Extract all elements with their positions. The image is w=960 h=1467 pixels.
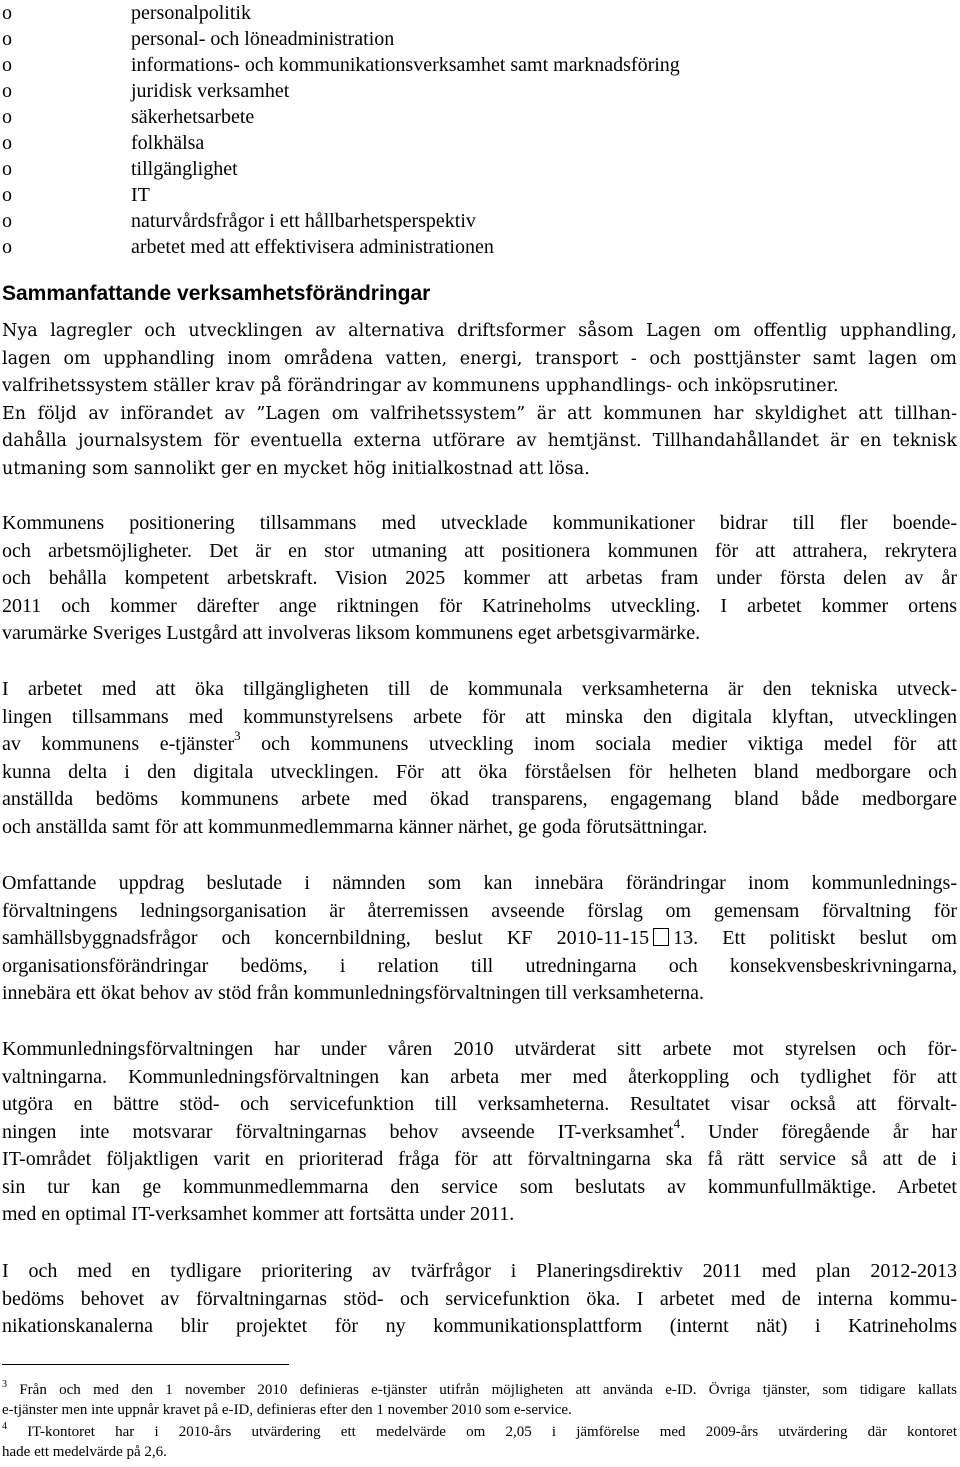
bullet-marker: o — [2, 28, 12, 50]
list-item-text: säkerhetsarbete — [131, 106, 255, 128]
bullet-marker: o — [2, 158, 12, 180]
list-item-text: naturvårdsfrågor i ett hållbarhetsperspektiv — [131, 210, 476, 232]
paragraph-6 — [2, 1258, 957, 1341]
paragraph-line: och behålla kompetent arbetskraft. Vision 2025 kommer att arbetas fram under första delen av år — [2, 567, 957, 589]
paragraph-text: av kommunens e-tjänster — [2, 733, 235, 755]
section-heading: Sammanfattande verksamhetsförändringar — [2, 282, 431, 305]
bullet-marker: o — [2, 106, 12, 128]
paragraph-line: IT-området följaktligen varit en prioriterad fråga för att förvaltningarna ska få rätt service så att de i — [2, 1148, 957, 1170]
footnote-line — [2, 1380, 957, 1400]
paragraph-line: och arbetsmöjligheter. Det är en stor utmaning att positionera kommunen för att attrahera, rekrytera — [2, 539, 957, 562]
paragraph-line: I arbetet med att öka tillgängligheten till de kommunala verksamheterna är den tekniska utveck- — [2, 678, 957, 700]
paragraph-line: sin tur kan ge kommunmedlemmarna den service som beslutats av kommunfullmäktige. Arbetet — [2, 1175, 957, 1198]
footnote-line: hade ett medelvärde på 2,6. — [2, 1444, 167, 1460]
footnote-3 — [2, 1380, 957, 1420]
paragraph-text: samhällsbyggnadsfrågor och koncernbildning, beslut KF 2010-11-15 — [2, 927, 650, 949]
paragraph-line: varumärke Sveriges Lustgård att involveras liksom kommunens eget arbetsgivarmärke. — [2, 622, 701, 644]
bullet-marker: o — [2, 80, 12, 102]
list-item-text: arbetet med att effektivisera administrationen — [131, 236, 494, 258]
list-item-text: juridisk verksamhet — [131, 80, 290, 102]
list-item-text: folkhälsa — [131, 132, 205, 154]
paragraph-line: nikationskanalerna blir projektet för ny kommunikationsplattform (internt nät) i Katrineholms — [2, 1315, 957, 1337]
paragraph-line: En följd av införandet av ”Lagen om valfrihetssystem” är att kommunen har skyldighet att tillhan- — [2, 403, 957, 424]
paragraph-line: 2011 och kommer därefter ange riktningen för Katrineholms utveckling. I arbetet kommer ortens — [2, 594, 957, 617]
list-item-text: informations- och kommunikationsverksamhet samt marknadsföring — [131, 54, 680, 76]
paragraph-line: Kommunledningsförvaltningen har under våren 2010 utvärderat sitt arbete mot styrelsen och för- — [2, 1038, 957, 1060]
paragraph-line: Nya lagregler och utvecklingen av alternativa driftsformer såsom Lagen om offentlig upphandling, — [2, 321, 957, 341]
bullet-marker: o — [2, 132, 12, 154]
paragraph-4 — [2, 870, 957, 1008]
paragraph-line: valtningarna. Kommunledningsförvaltningen kan arbeta mer med återkoppling och tydlighet för att — [2, 1065, 957, 1088]
paragraph-line: innebära ett ökat behov av stöd från kommunledningsförvaltningen till verksamheterna. — [2, 982, 705, 1004]
paragraph-line: valfrihetssystem ställer krav på förändringar av kommunens upphandlings- och inköpsrutiner. — [2, 376, 839, 396]
footnote-text: IT-kontoret har i 2010-års utvärdering ett medelvärde om 2,05 i jämförelse med 2009-års utvärdering där kontoret — [27, 1424, 957, 1440]
paragraph-line: utgöra en bättre stöd- och servicefunktion till verksamheterna. Resultatet visar också att förvalt- — [2, 1093, 957, 1115]
paragraph-line: Omfattande uppdrag beslutade i nämnden som kan innebära förändringar inom kommunlednings- — [2, 872, 957, 894]
bullet-marker: o — [2, 2, 12, 24]
paragraph-line — [2, 728, 957, 759]
footnote-number: 3 — [2, 1379, 7, 1390]
paragraph-3 — [2, 676, 957, 841]
footnote-divider — [2, 1364, 289, 1365]
footnote-number: 4 — [2, 1421, 7, 1432]
paragraph-line: organisationsförändringar bedöms, i relation till utredningarna och konsekvensbeskrivningarna, — [2, 954, 957, 977]
paragraph-text: och kommunens utveckling inom sociala medier viktiga medel för att — [240, 733, 957, 755]
paragraph-line — [2, 925, 957, 953]
paragraph-line: kunna delta i den digitala utvecklingen. För att öka förståelsen för helheten bland medborgare och — [2, 760, 957, 783]
list-item-text: personalpolitik — [131, 2, 251, 24]
paragraph-line: dahålla journalsystem för eventuella externa utförare av hemtjänst. Tillhandahållandet är en teknisk — [2, 431, 957, 451]
paragraph-line: lingen tillsammans med kommunstyrelsens arbete för att minska den digitala klyftan, utvecklingen — [2, 705, 957, 728]
footnote-text: Från och med den 1 november 2010 definieras e-tjänster utifrån möjligheten att använda e-ID. Övriga tjänster, som tidigare kallats — [19, 1382, 958, 1398]
footnote-line — [2, 1422, 957, 1442]
paragraph-line: anställda bedöms kommunens arbete med ökad transparens, engagemang bland både medborgare — [2, 788, 957, 810]
paragraph-line: utmaning som sannolikt ger en mycket hög initialkostnad att lösa. — [2, 458, 590, 479]
footnote-line: e-tjänster men inte uppnår kravet på e-ID, definieras efter den 1 november 2010 som e-service. — [2, 1402, 572, 1418]
paragraph-2 — [2, 510, 957, 648]
paragraph-line: lagen om upphandling inom områdena vatten, energi, transport - och posttjänster samt lagen om — [2, 348, 957, 369]
paragraph-text: . Under föregående år har — [680, 1120, 957, 1143]
paragraph-line: Kommunens positionering tillsammans med utvecklade kommunikationer bidrar till fler boende- — [2, 512, 957, 534]
footnote-ref-3[interactable]: 3 — [234, 728, 241, 744]
paragraph-line: I och med en tydligare prioritering av tvärfrågor i Planeringsdirektiv 2011 med plan 2012-2013 — [2, 1260, 957, 1282]
list-item-text: tillgänglighet — [131, 158, 238, 180]
paragraph-1 — [2, 318, 957, 483]
paragraph-line: förvaltningens ledningsorganisation är återremissen avseende förslag om gemensam förvaltning för — [2, 899, 957, 922]
paragraph-5 — [2, 1036, 957, 1229]
footnote-4 — [2, 1422, 957, 1462]
bullet-marker: o — [2, 236, 12, 258]
paragraph-text: ningen inte motsvarar förvaltningarnas behov avseende IT-verksamhet — [2, 1120, 674, 1143]
list-item-text: IT — [131, 184, 150, 206]
list-item-text: personal- och löneadministration — [131, 28, 395, 50]
section-sign-box-icon — [653, 928, 669, 946]
bullet-marker: o — [2, 54, 12, 76]
bullet-marker: o — [2, 184, 12, 206]
bullet-marker: o — [2, 210, 12, 232]
paragraph-line: bedöms behovet av förvaltningarnas stöd- och servicefunktion öka. I arbetet med de interna kommu- — [2, 1287, 957, 1310]
paragraph-line: och anställda samt för att kommunmedlemmarna känner närhet, ge goda förutsättningar. — [2, 815, 708, 838]
paragraph-text: 13. Ett politiskt beslut om — [673, 927, 957, 949]
paragraph-line: med en optimal IT-verksamhet kommer att fortsätta under 2011. — [2, 1203, 515, 1225]
paragraph-line — [2, 1115, 957, 1147]
footnote-ref-4[interactable]: 4 — [673, 1115, 681, 1131]
